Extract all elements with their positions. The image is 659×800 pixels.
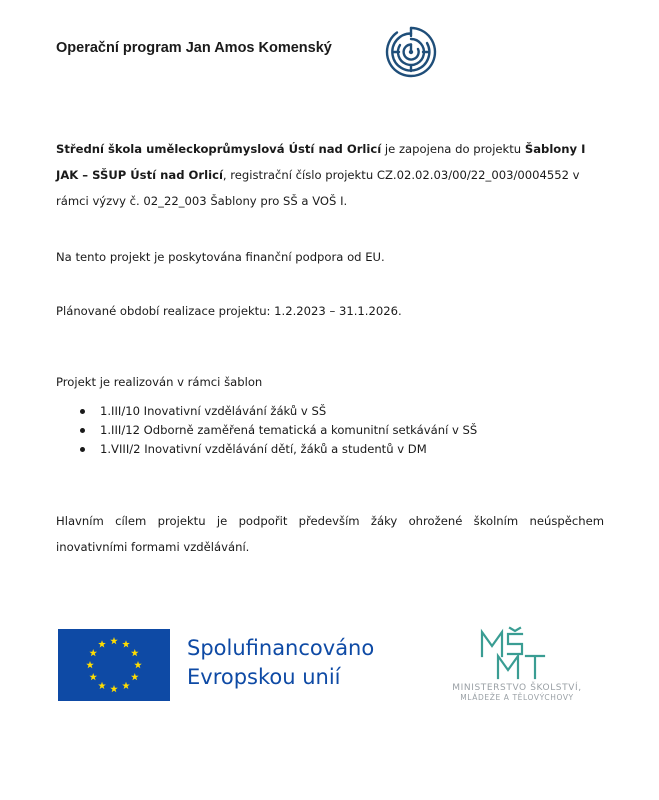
list-item-text: 1.III/10 Inovativní vzdělávání žáků v SŠ [100,404,327,418]
msmt-line-2: MLÁDEŽE A TĚLOVÝCHOVY [460,693,574,702]
eu-star-icon [122,682,130,689]
eu-star-icon [134,661,142,668]
msmt-logo-icon [478,626,556,682]
intro-text-2: , registrační číslo projektu CZ.02.02.03/00/22_003/0004552 v rámci výzvy č. 02_22_003 Šablony pro SŠ a VOŠ I. [56,168,580,208]
msmt-line-1: MINISTERSTVO ŠKOLSTVÍ, [452,683,582,693]
eu-star-icon [98,682,106,689]
eu-star-icon [110,685,118,692]
intro-paragraph [56,136,604,214]
list-item [78,402,477,421]
eu-star-icon [98,640,106,647]
templates-list [78,402,477,459]
page-title: Operační program Jan Amos Komenský [56,40,332,56]
msmt-label [437,683,597,702]
eu-star-icon [131,673,139,680]
templates-lead: Projekt je realizován v rámci šablon [56,375,263,389]
list-item [78,421,477,440]
goal-line-1: Hlavním cílem projektu je podpořit především žáky ohrožené školním neúspěchem [56,514,604,528]
bullet-icon [80,409,85,414]
eu-star-icon [89,673,97,680]
list-item-text: 1.III/12 Odborně zaměřená tematická a komunitní setkávání v SŠ [100,423,478,437]
eu-star-icon [86,661,94,668]
eu-star-icon [131,649,139,656]
period-text: Plánované období realizace projektu: 1.2.2023 – 31.1.2026. [56,304,402,318]
intro-text-1: je zapojena do projektu [381,142,525,156]
bullet-icon [80,447,85,452]
goal-line-2: inovativními formami vzdělávání. [56,540,250,554]
list-item-text: 1.VIII/2 Inovativní vzdělávání dětí, žáků a studentů v DM [100,442,427,456]
eu-line-1: Spolufinancováno [187,636,375,660]
funding-text: Na tento projekt je poskytována finanční podpora od EU. [56,250,385,264]
eu-line-2: Evropskou unií [187,665,341,689]
goal-paragraph [56,508,604,560]
bullet-icon [80,428,85,433]
eu-flag-icon [58,629,170,701]
list-item [78,440,477,459]
labyrinth-icon [385,26,437,78]
eu-star-icon [122,640,130,647]
project-name: Šablony I JAK – SŠUP Ústí nad Orlicí [56,142,586,182]
eu-star-icon [89,649,97,656]
school-name: Střední škola uměleckoprůmyslová Ústí nad Orlicí [56,142,382,156]
eu-cofinanced-label [187,634,374,692]
eu-star-icon [110,637,118,644]
